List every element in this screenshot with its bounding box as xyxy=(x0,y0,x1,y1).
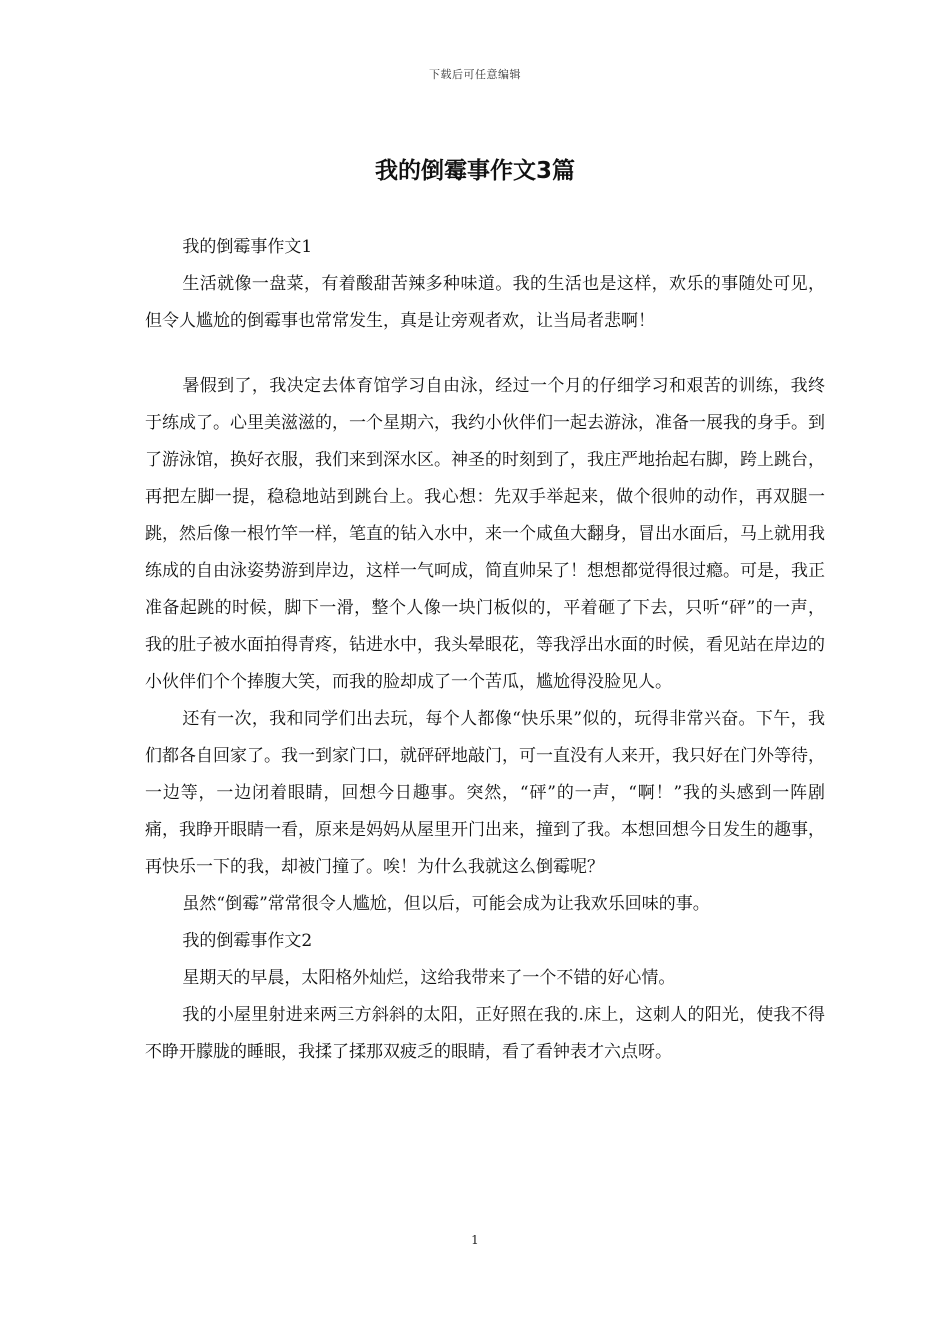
paragraph: 虽然“倒霉”常常很令人尴尬，但以后，可能会成为让我欢乐回味的事。 xyxy=(182,894,710,914)
paragraph: 生活就像一盘菜，有着酸甜苦辣多种味道。我的生活也是这样，欢乐的事随处可见，但令人尴尬的倒霉事也常常发生，真是让旁观者欢，让当局者悲啊！ xyxy=(145,274,825,331)
essay-heading-2: 我的倒霉事作文2 xyxy=(182,931,313,951)
paragraph: 暑假到了，我决定去体育馆学习自由泳，经过一个月的仔细学习和艰苦的训练，我终于练成了。心里美滋滋的，一个星期六，我约小伙伴们一起去游泳，准备一展我的身手。到了游泳馆，换好衣服，我们来到深水区。神圣的时刻到了，我庄严地抬起右脚，跨上跳台，再把左脚一提，稳稳地站到跳台上。我心想：先双手举起来，做个很帅的动作，再双腿一跳，然后像一根竹竿一样，笔直的钻入水中，来一个咸鱼大翻身，冒出水面后，马上就用我练成的自由泳姿势游到岸边，这样一气呵成，简直帅呆了！想想都觉得很过瘾。可是，我正准备起跳的时候，脚下一滑，整个人像一块门板似的，平着砸了下去，只听“砰”的一声，我的肚子被水面拍得青疼，钻进水中，我头晕眼花，等我浮出水面的时候，看见站在岸边的小伙伴们个个捧腹大笑，而我的脸却成了一个苦瓜，尴尬得没脸见人。 xyxy=(145,376,825,692)
document-body xyxy=(145,229,825,1071)
essay-heading-1: 我的倒霉事作文1 xyxy=(182,237,313,257)
page-title: 我的倒霉事作文3篇 xyxy=(374,158,575,184)
paragraph: 我的小屋里射进来两三方斜斜的太阳，正好照在我的.床上，这刺人的阳光，使我不得不睁开朦胧的睡眼，我揉了揉那双疲乏的眼睛，看了看钟表才六点呀。 xyxy=(145,1005,825,1062)
paragraph: 还有一次，我和同学们出去玩，每个人都像“快乐果”似的，玩得非常兴奋。下午，我们都各自回家了。我一到家门口，就砰砰地敲门，可一直没有人来开，我只好在门外等待，一边等，一边闭着眼睛，回想今日趣事。突然，“砰”的一声，“啊！”我的头感到一阵剧痛，我睁开眼睛一看，原来是妈妈从屋里开门出来，撞到了我。本想回想今日发生的趣事，再快乐一下的我，却被门撞了。唉！为什么我就这么倒霉呢？ xyxy=(145,709,825,877)
header-note: 下载后可任意编辑 xyxy=(429,68,521,81)
page-number: 1 xyxy=(471,1233,479,1247)
paragraph: 星期天的早晨，太阳格外灿烂，这给我带来了一个不错的好心情。 xyxy=(182,968,676,988)
